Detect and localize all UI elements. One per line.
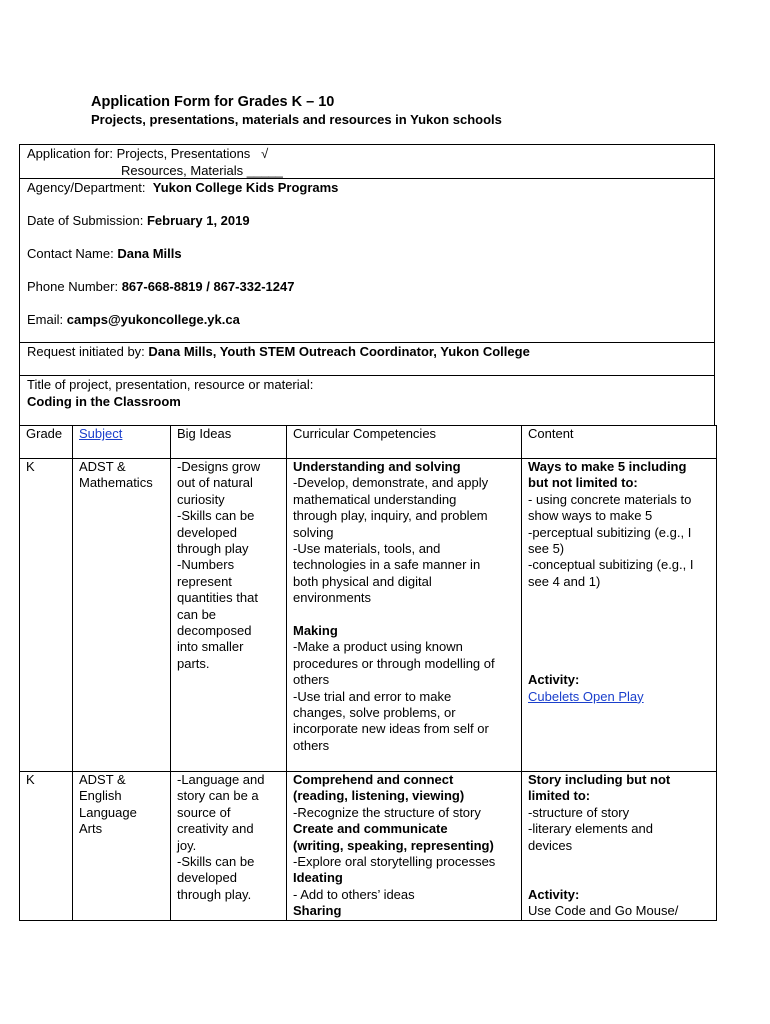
phone-value: 867-668-8819 / 867-332-1247 — [121, 278, 295, 294]
big-idea-line: -Skills can be — [177, 854, 255, 870]
big-idea-line: decomposed — [177, 623, 252, 639]
big-idea-line: out of natural — [177, 475, 253, 491]
project-section — [19, 375, 715, 426]
big-idea-line: story can be a — [177, 788, 259, 804]
competency-line: solving — [293, 524, 334, 540]
competency-heading: Understanding and solving — [293, 459, 461, 474]
grade-cell: K — [20, 772, 73, 921]
big-idea-line: source of — [177, 804, 231, 820]
competency-heading: (reading, listening, viewing) — [293, 788, 465, 804]
competency-line: incorporate new ideas from self or — [293, 721, 489, 737]
email-label: Email: — [27, 311, 64, 327]
big-idea-line: through play. — [177, 886, 252, 902]
header-competencies: Curricular Competencies — [287, 426, 522, 459]
form-subtitle: Projects, presentations, materials and resources in Yukon schools — [91, 112, 502, 127]
activity-label: Activity: — [528, 886, 580, 902]
content-line: see 4 and 1) — [528, 573, 601, 589]
competency-line: -Use materials, tools, and — [293, 541, 441, 557]
competency-line: changes, solve problems, or — [293, 705, 456, 721]
date-label: Date of Submission: — [27, 212, 144, 228]
curriculum-table — [19, 425, 717, 921]
competency-line: -Develop, demonstrate, and apply — [293, 475, 489, 491]
activity-label: Activity: — [528, 672, 580, 688]
option-resources-blank: _____ — [246, 162, 283, 178]
big-idea-line: creativity and — [177, 821, 254, 837]
option-resources: Resources, Materials — [121, 162, 244, 178]
contact-label: Contact Name: — [27, 245, 114, 261]
big-ideas-cell — [171, 459, 287, 772]
email-value: camps@yukoncollege.yk.ca — [66, 311, 240, 327]
content-line: devices — [528, 837, 573, 853]
big-idea-line: developed — [177, 524, 237, 540]
big-idea-line: can be — [177, 606, 217, 622]
competency-line: procedures or through modelling of — [293, 655, 495, 671]
table-header-row — [20, 426, 717, 459]
contact-value: Dana Mills — [117, 245, 182, 261]
competencies-cell — [287, 459, 522, 772]
competency-line: others — [293, 737, 330, 753]
subject-line: Mathematics — [79, 475, 153, 491]
form-title: Application Form for Grades K – 10 — [91, 94, 335, 110]
request-section — [19, 342, 715, 376]
competency-heading: Sharing — [293, 903, 342, 919]
agency-value: Yukon College Kids Programs — [152, 180, 339, 195]
content-line: show ways to make 5 — [528, 508, 653, 524]
competencies-cell — [287, 772, 522, 921]
competency-heading: Ideating — [293, 870, 343, 886]
competency-line: environments — [293, 590, 372, 606]
subject-cell — [73, 772, 171, 921]
big-idea-line: quantities that — [177, 590, 258, 606]
header-content: Content — [522, 426, 717, 459]
subject-line: Arts — [79, 821, 103, 837]
subject-line: Language — [79, 804, 137, 820]
big-idea-line: -Numbers — [177, 557, 235, 573]
content-line: -structure of story — [528, 804, 630, 820]
option-projects: Projects, Presentations — [116, 146, 251, 161]
content-line: -conceptual subitizing (e.g., I — [528, 557, 694, 573]
subject-line: English — [79, 788, 122, 804]
competency-heading: Comprehend and connect — [293, 772, 454, 787]
big-ideas-cell — [171, 772, 287, 921]
header-subject[interactable] — [73, 426, 171, 459]
subject-link[interactable]: Subject — [79, 426, 123, 441]
subject-cell — [73, 459, 171, 772]
big-idea-line: through play — [177, 541, 249, 557]
application-label: Application for: — [27, 146, 113, 161]
content-heading: limited to: — [528, 788, 591, 804]
subject-line: ADST & — [79, 459, 126, 474]
competency-line: -Make a product using known — [293, 639, 463, 655]
phone-label: Phone Number: — [27, 278, 119, 294]
competency-heading: Making — [293, 623, 338, 639]
content-line: - using concrete materials to — [528, 491, 692, 507]
table-row — [20, 772, 717, 921]
competency-heading: Create and communicate — [293, 821, 448, 837]
content-cell — [522, 772, 717, 921]
competency-heading: (writing, speaking, representing) — [293, 837, 494, 853]
project-title: Coding in the Classroom — [27, 393, 181, 409]
option-projects-check: √ — [261, 146, 269, 161]
details-section — [19, 178, 715, 343]
project-label: Title of project, presentation, resource or material: — [27, 377, 314, 392]
competency-line: -Use trial and error to make — [293, 688, 452, 704]
application-section — [19, 144, 715, 179]
activity-text: Use Code and Go Mouse/ — [528, 903, 679, 919]
competency-line: through play, inquiry, and problem — [293, 508, 488, 524]
request-value: Dana Mills, Youth STEM Outreach Coordinator, Yukon College — [148, 344, 530, 359]
content-heading: Story including but not — [528, 772, 671, 787]
grade-cell: K — [20, 459, 73, 772]
big-idea-line: developed — [177, 870, 237, 886]
big-idea-line: into smaller — [177, 639, 244, 655]
date-value: February 1, 2019 — [146, 212, 250, 228]
header-grade: Grade — [20, 426, 73, 459]
content-heading: but not limited to: — [528, 475, 638, 491]
big-idea-line: -Skills can be — [177, 508, 255, 524]
header-big-ideas: Big Ideas — [171, 426, 287, 459]
agency-label: Agency/Department: — [27, 180, 146, 195]
big-idea-line: -Language and — [177, 772, 265, 787]
request-label: Request initiated by: — [27, 344, 145, 359]
subject-line: ADST & — [79, 772, 126, 787]
big-idea-line: parts. — [177, 655, 210, 671]
big-idea-line: -Designs grow — [177, 459, 261, 474]
content-heading: Ways to make 5 including — [528, 459, 687, 474]
competency-line: -Explore oral storytelling processes — [293, 854, 496, 870]
table-row — [20, 459, 717, 772]
big-idea-line: curiosity — [177, 491, 225, 507]
form-header — [91, 94, 502, 128]
competency-line: both physical and digital — [293, 573, 432, 589]
competency-line: - Add to others’ ideas — [293, 886, 415, 902]
big-idea-line: represent — [177, 573, 232, 589]
competency-line: mathematical understanding — [293, 491, 457, 507]
content-line: see 5) — [528, 541, 565, 557]
content-cell — [522, 459, 717, 772]
content-line: -literary elements and — [528, 821, 653, 837]
activity-link[interactable]: Cubelets Open Play — [528, 688, 644, 704]
competency-line: -Recognize the structure of story — [293, 804, 481, 820]
big-idea-line: joy. — [177, 837, 197, 853]
content-line: -perceptual subitizing (e.g., I — [528, 524, 692, 540]
competency-line: others — [293, 672, 330, 688]
competency-line: technologies in a safe manner in — [293, 557, 481, 573]
